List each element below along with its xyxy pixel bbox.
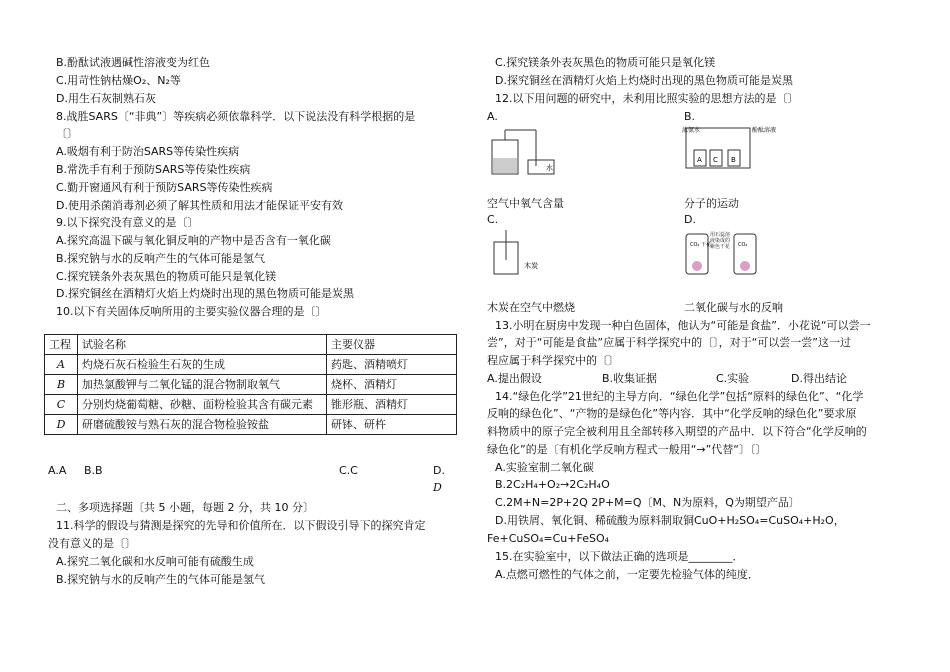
section-2-title: 二、多项选择题〔共 5 小题，每题 2 分，共 10 分〕 xyxy=(56,501,314,514)
table-cell-name: 分别灼烧葡萄糖、砂糖、面粉检验其含有碳元素 xyxy=(78,395,327,415)
q11-option-c: C.探究镁条外表灰黑色的物质可能只是氧化镁 xyxy=(495,56,716,69)
table-cell-id: A xyxy=(45,355,78,375)
table-cell-name: 灼烧石灰石检验生石灰的生成 xyxy=(78,355,327,375)
table-header: 试验名称 xyxy=(78,335,327,355)
q14-stem: 14.“绿色化学”21世纪的主导方向．“绿色化学”包括“原料的绿色化”、“化学 xyxy=(495,390,864,403)
q12-label-b: B. xyxy=(684,110,696,123)
table-cell-tools: 锥形瓶、酒精灯 xyxy=(327,395,457,415)
table-row xyxy=(45,415,457,435)
q11-stem: 11.科学的假设与猜测是探究的先导和价值所在．以下假设引导下的探究肯定 xyxy=(56,519,426,532)
q15-stem: 15.在实验室中，以下做法正确的选项是________． xyxy=(495,550,744,563)
q14-option-c: C.2M+N=2P+2Q 2P+M=Q〔M、N为原料，Q为期望产品〕 xyxy=(495,496,800,509)
q13-stem-b: 尝”，对于“可能是食盐”应属于科学探究中的〔〕，对于“可以尝一尝”这一过 xyxy=(487,336,851,349)
q12-label-d: D. xyxy=(684,213,696,226)
q8-option-a: A.吸烟有利于防治SARS等传染性疾病 xyxy=(56,145,240,158)
q14-stem-d: 绿色化”的是〔有机化学反响方程式一般用“→”代替“〕〔〕 xyxy=(487,443,767,456)
figure-charcoal-burning xyxy=(488,228,558,278)
phenolphthalein-label: 酚酞溶液 xyxy=(752,127,777,134)
q12-label-c: C. xyxy=(487,213,499,226)
q7-option-c: C.用苛性钠枯燥O₂、N₂等 xyxy=(56,74,181,87)
q14-option-a: A.实验室制二氧化碳 xyxy=(495,461,594,474)
q12-stem: 12.以下用问题的研究中，未利用比照实验的思想方法的是〔〕 xyxy=(495,92,799,105)
q11-option-d: D.探究铜丝在酒精灯火焰上灼烧时出现的黑色物质可能是炭黑 xyxy=(495,74,793,87)
q15-option-a: A.点燃可燃性的气体之前，一定要先检验气体的纯度． xyxy=(495,568,759,581)
q9-option-c: C.探究镁条外表灰黑色的物质可能只是氧化镁 xyxy=(56,270,277,283)
beaker-b-label: B xyxy=(731,156,736,164)
q8-stem: 8.战胜SARS〔“非典”〕等疾病必须依靠科学．以下说法没有科学根据的是 xyxy=(56,110,416,123)
table-cell-tools: 烧杯、酒精灯 xyxy=(327,375,457,395)
q12-label-a: A. xyxy=(487,110,498,123)
q11-option-b: B.探究钠与水的反响产生的气体可能是氢气 xyxy=(56,573,266,586)
flower-icon xyxy=(692,261,702,271)
table-cell-name: 研磨硫酸铵与熟石灰的混合物检验铵盐 xyxy=(78,415,327,435)
q8-option-c: C.勤开窗通风有利于预防SARS等传染性疾病 xyxy=(56,181,273,194)
q10-option-c: C.C xyxy=(339,464,358,477)
flower-icon xyxy=(740,261,750,271)
figure-molecule-motion xyxy=(682,122,777,174)
q12-caption-d: 二氧化碳与水的反响 xyxy=(684,301,783,314)
q8-option-d: D.使用杀菌消毒剂必须了解其性质和用法才能保证平安有效 xyxy=(56,199,343,212)
q13-option-d: D.得出结论 xyxy=(791,372,847,385)
table-row xyxy=(45,375,457,395)
litmus-flower-label: 用石蕊溶液染成的紫色干花 xyxy=(710,232,731,250)
beaker-a-label: A xyxy=(697,156,702,164)
beaker-c-label: C xyxy=(713,156,718,164)
table-cell-id: C xyxy=(45,395,78,415)
q10-option-d: D. xyxy=(433,464,445,477)
table-cell-name: 加热氯酸钾与二氧化锰的混合物制取氧气 xyxy=(78,375,327,395)
charcoal-label: 木炭 xyxy=(524,262,538,270)
q12-caption-c: 木炭在空气中燃烧 xyxy=(487,301,575,314)
q7-option-d: D.用生石灰制熟石灰 xyxy=(56,92,156,105)
q13-option-b: B.收集证据 xyxy=(602,372,658,385)
q13-option-c: C.实验 xyxy=(716,372,750,385)
water-label: 水 xyxy=(546,164,553,172)
q13-stem-c: 程应属于科学探究中的〔〕 xyxy=(487,354,619,367)
q9-stem: 9.以下探究没有意义的是〔〕 xyxy=(56,216,199,229)
figure-co2-water xyxy=(684,228,760,278)
co2-dry-flower-label: CO₂ 干花 xyxy=(690,242,712,248)
figure-oxygen-content xyxy=(488,126,558,178)
q10-option-d-value: D xyxy=(433,481,442,494)
q13-option-a: A.提出假设 xyxy=(487,372,542,385)
q9-option-b: B.探究钠与水的反响产生的气体可能是氢气 xyxy=(56,252,266,265)
q9-option-a: A.探究高温下碳与氧化铜反响的产物中是否含有一氧化碳 xyxy=(56,234,331,247)
table-header: 工程 xyxy=(45,335,78,355)
q9-option-d: D.探究铜丝在酒精灯火焰上灼烧时出现的黑色物质可能是炭黑 xyxy=(56,287,354,300)
q14-option-b: B.2C₂H₄+O₂→2C₂H₄O xyxy=(495,478,610,491)
q14-stem-b: 反响的绿色化”、“产物的是绿色化”等内容．其中“化学反响的绿色化”要求原 xyxy=(487,407,857,420)
table-cell-id: B xyxy=(45,375,78,395)
q14-option-d: D.用铁屑、氧化铜、稀硫酸为原料制取铜CuO+H₂SO₄=CuSO₄+H₂O， xyxy=(495,514,845,527)
q10-option-a: A.A xyxy=(48,464,67,477)
q12-caption-a: 空气中氧气含量 xyxy=(487,197,564,210)
table-cell-tools: 药匙、酒精喷灯 xyxy=(327,355,457,375)
table-header-row xyxy=(45,335,457,355)
q14-option-d-cont: Fe+CuSO₄=Cu+FeSO₄ xyxy=(487,532,610,545)
q14-stem-c: 料物质中的原子完全被利用且全部转移入期望的产品中．以下符合“化学反响的 xyxy=(487,425,867,438)
table-row xyxy=(45,395,457,415)
q11-stem-cont: 没有意义的是〔〕 xyxy=(48,537,136,550)
q12-caption-b: 分子的运动 xyxy=(684,197,739,210)
ammonia-label: 浓氨水 xyxy=(682,127,701,134)
table-header: 主要仪器 xyxy=(327,335,457,355)
q8-option-b: B.常洗手有利于预防SARS等传染性疾病 xyxy=(56,163,251,176)
table-cell-tools: 研钵、研杵 xyxy=(327,415,457,435)
q13-stem: 13.小明在厨房中发现一种白色固体，他认为“可能是食盐”．小花说“可以尝一 xyxy=(495,319,871,332)
q8-stem-cont: 〔〕 xyxy=(56,127,78,140)
q11-option-a: A.探究二氧化碳和水反响可能有硫酸生成 xyxy=(56,555,254,568)
table-row xyxy=(45,355,457,375)
table-cell-id: D xyxy=(45,415,78,435)
co2-label: CO₂ xyxy=(738,242,748,248)
q10-table xyxy=(44,334,457,435)
q7-option-b: B.酚酞试液遇碱性溶液变为红色 xyxy=(56,56,211,69)
q10-option-b: B.B xyxy=(84,464,103,477)
water-level xyxy=(493,158,517,173)
q10-stem: 10.以下有关固体反响所用的主要实验仪器合理的是〔〕 xyxy=(56,305,327,318)
